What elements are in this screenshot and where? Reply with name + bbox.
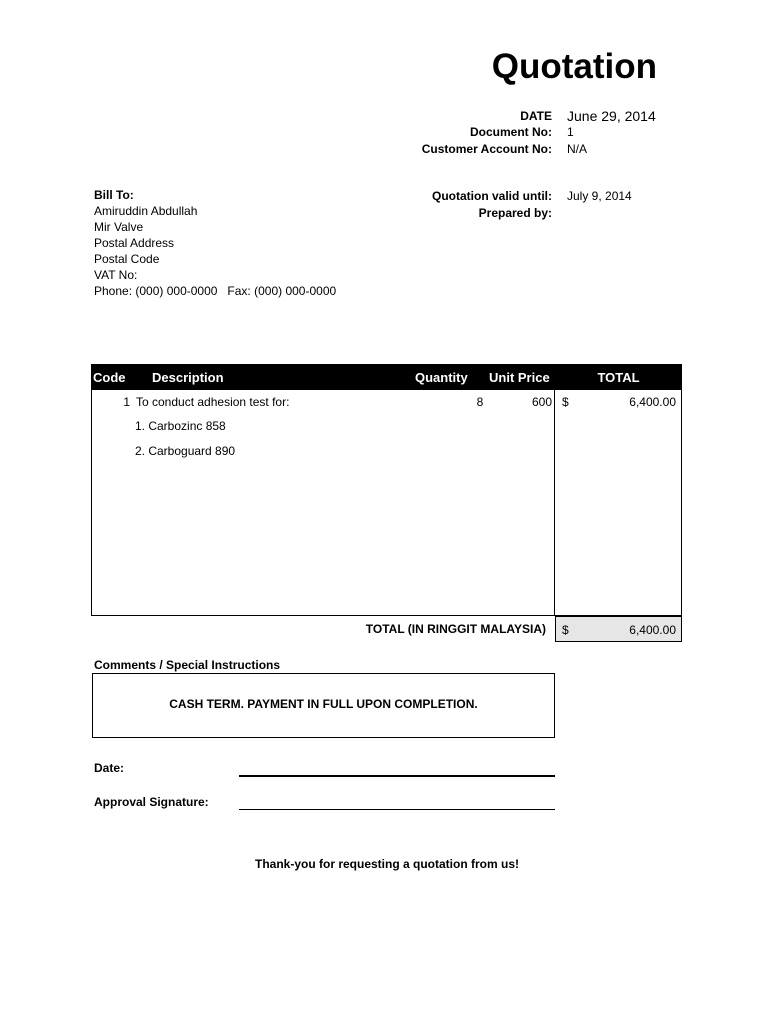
header-unit-price: Unit Price: [489, 370, 550, 385]
customer-account-value: N/A: [567, 142, 588, 156]
thank-you-note: Thank-you for requesting a quotation from us!: [255, 857, 519, 871]
bill-to-vat: VAT No:: [94, 268, 138, 282]
signature-date-line: [239, 775, 555, 777]
prepared-by-label: Prepared by:: [478, 206, 552, 220]
row-description: To conduct adhesion test for:: [136, 395, 290, 409]
date-value: June 29, 2014: [567, 108, 656, 124]
document-title: Quotation: [491, 47, 657, 86]
grand-total-value: 6,400.00: [629, 623, 676, 637]
row-currency: $: [562, 395, 569, 409]
grand-total-currency: $: [562, 623, 569, 637]
row-unit-price: 600: [531, 395, 552, 409]
document-no-value: 1: [567, 125, 574, 139]
header-quantity: Quantity: [415, 370, 468, 385]
total-column-divider: [554, 390, 555, 616]
bill-to-phone-fax: Phone: (000) 000-0000 Fax: (000) 000-0000: [94, 284, 337, 298]
bill-to-block: [94, 187, 336, 299]
row-code: 1: [123, 395, 130, 409]
grand-total-box: [555, 616, 682, 642]
header-description: Description: [152, 370, 224, 385]
row-total: 6,400.00: [629, 395, 676, 409]
comments-text: CASH TERM. PAYMENT IN FULL UPON COMPLETION.: [169, 697, 478, 711]
document-no-label: Document No:: [470, 125, 552, 139]
customer-account-label: Customer Account No:: [421, 142, 552, 156]
header-total: TOTAL: [597, 370, 640, 385]
approval-signature-label: Approval Signature:: [94, 795, 209, 809]
bill-to-address: Postal Address: [94, 236, 175, 250]
bill-to-company: Mir Valve: [94, 220, 144, 234]
valid-until-label: Quotation valid until:: [432, 189, 552, 203]
row-quantity: 8: [476, 395, 484, 409]
table-header-row: [91, 364, 682, 390]
header-code: Code: [93, 370, 126, 385]
signature-date-label: Date:: [94, 761, 125, 775]
date-label: DATE: [520, 109, 552, 123]
comments-label: Comments / Special Instructions: [94, 658, 281, 672]
valid-until-value: July 9, 2014: [567, 189, 632, 203]
sub-item: 1. Carbozinc 858: [135, 419, 226, 433]
bill-to-postal-code: Postal Code: [94, 252, 160, 266]
bill-to-name: Amiruddin Abdullah: [94, 204, 198, 218]
sub-item: 2. Carboguard 890: [135, 444, 236, 458]
approval-signature-line: [239, 809, 555, 810]
grand-total-label: TOTAL (IN RINGGIT MALAYSIA): [365, 622, 546, 636]
bill-to-heading: Bill To:: [94, 188, 134, 202]
